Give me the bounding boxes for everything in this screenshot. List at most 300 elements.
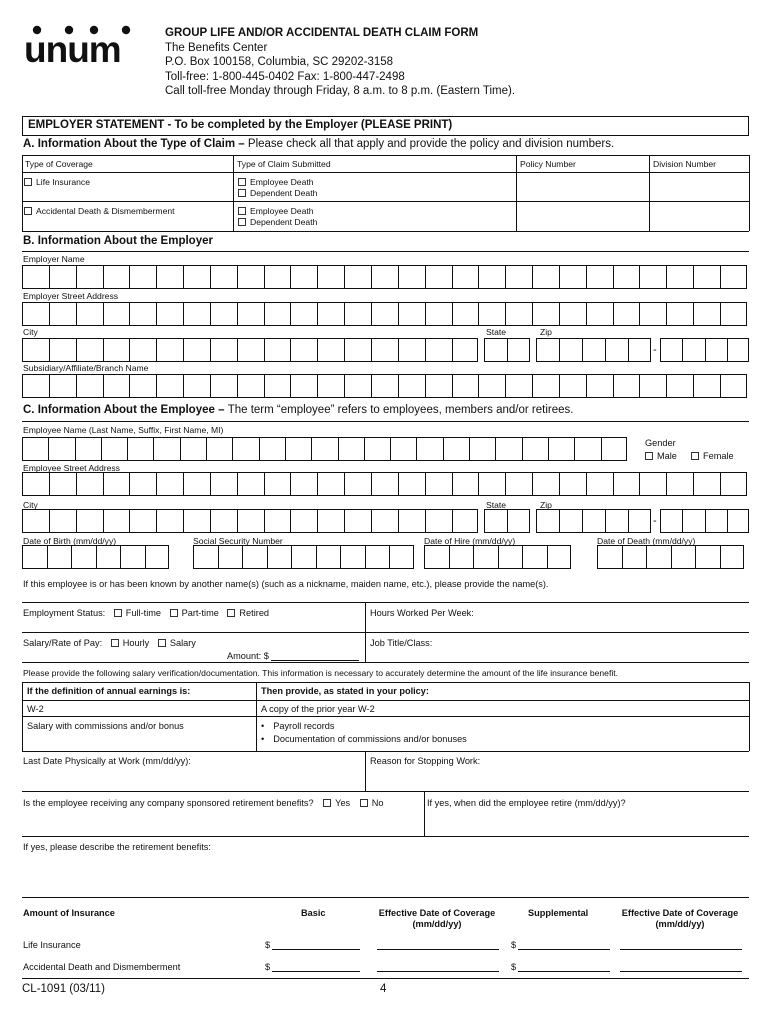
employer-city-cells[interactable]: [22, 338, 478, 362]
char-cell[interactable]: [210, 472, 237, 496]
char-cell[interactable]: [505, 374, 532, 398]
char-cell[interactable]: [693, 265, 720, 289]
char-cell[interactable]: [666, 374, 693, 398]
char-cell[interactable]: [536, 338, 559, 362]
char-cell[interactable]: [210, 338, 237, 362]
char-cell[interactable]: [76, 472, 103, 496]
char-cell[interactable]: [390, 437, 416, 461]
char-cell[interactable]: [532, 374, 559, 398]
subsidiary-cells[interactable]: [22, 374, 747, 398]
char-cell[interactable]: [103, 472, 130, 496]
char-cell[interactable]: [264, 302, 291, 326]
char-cell[interactable]: [129, 374, 156, 398]
char-cell[interactable]: [628, 509, 651, 533]
char-cell[interactable]: [344, 302, 371, 326]
char-cell[interactable]: [478, 265, 505, 289]
char-cell[interactable]: [671, 545, 696, 569]
char-cell[interactable]: [22, 509, 49, 533]
char-cell[interactable]: [660, 338, 682, 362]
char-cell[interactable]: [344, 265, 371, 289]
char-cell[interactable]: [639, 302, 666, 326]
hourly-checkbox[interactable]: [111, 639, 119, 647]
life-basic-date-field[interactable]: [377, 940, 499, 950]
char-cell[interactable]: [695, 545, 720, 569]
char-cell[interactable]: [76, 338, 103, 362]
amount-field[interactable]: Amount: $: [227, 651, 359, 661]
retirement-yes-option[interactable]: Yes: [323, 798, 350, 808]
char-cell[interactable]: [522, 437, 548, 461]
char-cell[interactable]: [364, 437, 390, 461]
char-cell[interactable]: [498, 545, 523, 569]
life-insurance-checkbox[interactable]: [24, 178, 32, 186]
char-cell[interactable]: [532, 265, 559, 289]
doh-cells[interactable]: [424, 545, 571, 569]
life-dependent-death-checkbox[interactable]: [238, 189, 246, 197]
char-cell[interactable]: [71, 545, 96, 569]
char-cell[interactable]: [290, 509, 317, 533]
char-cell[interactable]: [574, 437, 600, 461]
add-dependent-death-option[interactable]: Dependent Death: [238, 217, 317, 227]
char-cell[interactable]: [264, 338, 291, 362]
life-supplemental-date-field[interactable]: [620, 940, 742, 950]
char-cell[interactable]: [76, 302, 103, 326]
char-cell[interactable]: [505, 472, 532, 496]
char-cell[interactable]: [22, 374, 49, 398]
char-cell[interactable]: [398, 302, 425, 326]
char-cell[interactable]: [183, 472, 210, 496]
life-basic-amount-field[interactable]: $: [265, 940, 360, 950]
employee-city-cells[interactable]: [22, 509, 478, 533]
retirement-no-checkbox[interactable]: [360, 799, 368, 807]
char-cell[interactable]: [613, 265, 640, 289]
char-cell[interactable]: [129, 509, 156, 533]
dob-cells[interactable]: [22, 545, 169, 569]
char-cell[interactable]: [532, 302, 559, 326]
employer-statement-banner: EMPLOYER STATEMENT - To be completed by the Employer (PLEASE PRINT): [22, 116, 749, 136]
amount-insurance-header: Amount of Insurance: [23, 908, 115, 918]
char-cell[interactable]: [311, 437, 337, 461]
char-cell[interactable]: [344, 472, 371, 496]
employment-status-label: Employment Status:: [23, 608, 106, 618]
char-cell[interactable]: [47, 545, 72, 569]
add-basic-amount-field[interactable]: $: [265, 962, 360, 972]
unum-logo: [24, 22, 144, 70]
char-cell[interactable]: [218, 545, 243, 569]
char-cell[interactable]: [317, 265, 344, 289]
char-cell[interactable]: [371, 509, 398, 533]
employee-street-cells[interactable]: [22, 472, 747, 496]
char-cell[interactable]: [452, 265, 479, 289]
char-cell[interactable]: [156, 338, 183, 362]
char-cell[interactable]: [452, 472, 479, 496]
earnings-header-provide: Then provide, as stated in your policy:: [261, 686, 429, 696]
char-cell[interactable]: [586, 472, 613, 496]
char-cell[interactable]: [290, 338, 317, 362]
char-cell[interactable]: [290, 374, 317, 398]
char-cell[interactable]: [183, 265, 210, 289]
employee-zip-dash: -: [653, 515, 657, 527]
life-insurance-option[interactable]: Life Insurance: [24, 177, 90, 187]
char-cell[interactable]: [622, 545, 647, 569]
supplemental-header: Supplemental: [528, 908, 589, 918]
subsidiary-label: Subsidiary/Affiliate/Branch Name: [23, 363, 149, 373]
char-cell[interactable]: [183, 509, 210, 533]
employer-zip4-cells[interactable]: [660, 338, 749, 362]
employee-state-cells[interactable]: [484, 509, 530, 533]
char-cell[interactable]: [613, 302, 640, 326]
char-cell[interactable]: [76, 374, 103, 398]
add-employee-death-option[interactable]: Employee Death: [238, 206, 314, 216]
retirement-describe-label: If yes, please describe the retirement benefits:: [23, 842, 211, 852]
char-cell[interactable]: [127, 437, 153, 461]
char-cell[interactable]: [582, 509, 605, 533]
char-cell[interactable]: [443, 437, 469, 461]
char-cell[interactable]: [156, 472, 183, 496]
char-cell[interactable]: [660, 509, 682, 533]
char-cell[interactable]: [242, 545, 267, 569]
retirement-question-row: [23, 798, 383, 808]
char-cell[interactable]: [416, 437, 442, 461]
char-cell[interactable]: [639, 265, 666, 289]
char-cell[interactable]: [317, 374, 344, 398]
char-cell[interactable]: [156, 265, 183, 289]
add-supplemental-date-field[interactable]: [620, 962, 742, 972]
char-cell[interactable]: [264, 374, 291, 398]
char-cell[interactable]: [425, 265, 452, 289]
add-dependent-death-checkbox[interactable]: [238, 218, 246, 226]
ssn-label: Social Security Number: [193, 536, 283, 546]
char-cell[interactable]: [129, 265, 156, 289]
char-cell[interactable]: [22, 472, 49, 496]
char-cell[interactable]: [103, 374, 130, 398]
char-cell[interactable]: [22, 437, 48, 461]
char-cell[interactable]: [290, 265, 317, 289]
job-title-label: Job Title/Class:: [370, 638, 433, 648]
char-cell[interactable]: [48, 437, 74, 461]
retired-option[interactable]: Retired: [227, 608, 269, 618]
char-cell[interactable]: [484, 509, 507, 533]
male-checkbox[interactable]: [645, 452, 653, 460]
char-cell[interactable]: [22, 338, 49, 362]
char-cell[interactable]: [605, 509, 628, 533]
retirement-no-option[interactable]: No: [360, 798, 384, 808]
char-cell[interactable]: [264, 509, 291, 533]
retirement-question: Is the employee receiving any company sponsored retirement benefits?: [23, 798, 314, 808]
char-cell[interactable]: [682, 509, 704, 533]
char-cell[interactable]: [76, 509, 103, 533]
char-cell[interactable]: [156, 374, 183, 398]
char-cell[interactable]: [720, 472, 747, 496]
char-cell[interactable]: [425, 338, 452, 362]
char-cell[interactable]: [389, 545, 414, 569]
char-cell[interactable]: [340, 545, 365, 569]
char-cell[interactable]: [639, 472, 666, 496]
char-cell[interactable]: [210, 509, 237, 533]
char-cell[interactable]: [452, 338, 479, 362]
char-cell[interactable]: [344, 374, 371, 398]
char-cell[interactable]: [317, 472, 344, 496]
add-supplemental-amount-field[interactable]: $: [511, 962, 610, 972]
char-cell[interactable]: [344, 509, 371, 533]
char-cell[interactable]: [259, 437, 285, 461]
char-cell[interactable]: [49, 509, 76, 533]
char-cell[interactable]: [344, 338, 371, 362]
life-supplemental-amount-field[interactable]: $: [511, 940, 610, 950]
char-cell[interactable]: [49, 302, 76, 326]
parttime-checkbox[interactable]: [170, 609, 178, 617]
char-cell[interactable]: [693, 472, 720, 496]
char-cell[interactable]: [145, 545, 170, 569]
salary-checkbox[interactable]: [158, 639, 166, 647]
char-cell[interactable]: [237, 509, 264, 533]
add-employee-death-checkbox[interactable]: [238, 207, 246, 215]
col-policy-number: Policy Number: [520, 159, 576, 169]
char-cell[interactable]: [371, 302, 398, 326]
life-dependent-death-option[interactable]: Dependent Death: [238, 188, 317, 198]
char-cell[interactable]: [720, 265, 747, 289]
char-cell[interactable]: [101, 437, 127, 461]
char-cell[interactable]: [398, 374, 425, 398]
char-cell[interactable]: [705, 338, 727, 362]
call-hours: Call toll-free Monday through Friday, 8 a.m. to 8 p.m. (Eastern Time).: [165, 85, 516, 97]
char-cell[interactable]: [371, 472, 398, 496]
char-cell[interactable]: [103, 509, 130, 533]
char-cell[interactable]: [232, 437, 258, 461]
char-cell[interactable]: [720, 374, 747, 398]
char-cell[interactable]: [693, 374, 720, 398]
char-cell[interactable]: [49, 472, 76, 496]
fulltime-checkbox[interactable]: [114, 609, 122, 617]
char-cell[interactable]: [103, 265, 130, 289]
char-cell[interactable]: [237, 472, 264, 496]
char-cell[interactable]: [22, 302, 49, 326]
employee-name-cells[interactable]: [22, 437, 627, 461]
char-cell[interactable]: [522, 545, 547, 569]
char-cell[interactable]: [536, 509, 559, 533]
char-cell[interactable]: [183, 302, 210, 326]
char-cell[interactable]: [495, 437, 521, 461]
char-cell[interactable]: [582, 338, 605, 362]
earnings-w2: W-2: [27, 704, 44, 714]
char-cell[interactable]: [317, 302, 344, 326]
char-cell[interactable]: [264, 265, 291, 289]
char-cell[interactable]: [371, 374, 398, 398]
char-cell[interactable]: [22, 265, 49, 289]
char-cell[interactable]: [705, 509, 727, 533]
char-cell[interactable]: [22, 545, 47, 569]
char-cell[interactable]: [548, 437, 574, 461]
char-cell[interactable]: [183, 338, 210, 362]
char-cell[interactable]: [507, 338, 530, 362]
char-cell[interactable]: [601, 437, 627, 461]
char-cell[interactable]: [727, 338, 749, 362]
employer-city-label: City: [23, 327, 38, 337]
life-employee-death-option[interactable]: Employee Death: [238, 177, 314, 187]
char-cell[interactable]: [193, 545, 218, 569]
char-cell[interactable]: [183, 374, 210, 398]
char-cell[interactable]: [398, 472, 425, 496]
char-cell[interactable]: [613, 472, 640, 496]
char-cell[interactable]: [559, 338, 582, 362]
female-checkbox[interactable]: [691, 452, 699, 460]
char-cell[interactable]: [210, 374, 237, 398]
char-cell[interactable]: [425, 509, 452, 533]
brand-text: unum: [24, 29, 121, 70]
char-cell[interactable]: [267, 545, 292, 569]
char-cell[interactable]: [237, 265, 264, 289]
employer-state-cells[interactable]: [484, 338, 530, 362]
char-cell[interactable]: [666, 472, 693, 496]
salary-option[interactable]: Salary: [158, 638, 196, 648]
char-cell[interactable]: [264, 472, 291, 496]
last-date-at-work-label: Last Date Physically at Work (mm/dd/yy):: [23, 756, 191, 766]
char-cell[interactable]: [129, 302, 156, 326]
char-cell[interactable]: [210, 265, 237, 289]
add-option[interactable]: Accidental Death & Dismemberment: [24, 206, 175, 216]
hourly-option[interactable]: Hourly: [111, 638, 150, 648]
char-cell[interactable]: [559, 472, 586, 496]
char-cell[interactable]: [628, 338, 651, 362]
mail-address: P.O. Box 100158, Columbia, SC 29202-3158: [165, 56, 394, 68]
char-cell[interactable]: [452, 302, 479, 326]
char-cell[interactable]: [371, 265, 398, 289]
char-cell[interactable]: [49, 374, 76, 398]
char-cell[interactable]: [559, 302, 586, 326]
char-cell[interactable]: [559, 509, 582, 533]
ssn-cells[interactable]: [193, 545, 414, 569]
gender-female-option[interactable]: Female: [691, 451, 734, 461]
char-cell[interactable]: [156, 302, 183, 326]
char-cell[interactable]: [317, 509, 344, 533]
char-cell[interactable]: [425, 472, 452, 496]
employee-zip-cells[interactable]: [536, 509, 651, 533]
employer-street-cells[interactable]: [22, 302, 747, 326]
earnings-documentation: • Documentation of commissions and/or bonuses: [261, 734, 467, 744]
char-cell[interactable]: [605, 338, 628, 362]
char-cell[interactable]: [505, 265, 532, 289]
char-cell[interactable]: [532, 472, 559, 496]
phone-fax: Toll-free: 1-800-445-0402 Fax: 1-800-447-2498: [165, 70, 405, 83]
char-cell[interactable]: [586, 374, 613, 398]
earnings-payroll: • Payroll records: [261, 721, 335, 731]
char-cell[interactable]: [153, 437, 179, 461]
char-cell[interactable]: [76, 265, 103, 289]
char-cell[interactable]: [103, 338, 130, 362]
char-cell[interactable]: [505, 302, 532, 326]
char-cell[interactable]: [316, 545, 341, 569]
char-cell[interactable]: [559, 265, 586, 289]
char-cell[interactable]: [727, 509, 749, 533]
char-cell[interactable]: [478, 472, 505, 496]
char-cell[interactable]: [452, 374, 479, 398]
retirement-yes-checkbox[interactable]: [323, 799, 331, 807]
char-cell[interactable]: [613, 374, 640, 398]
page-number: 4: [380, 983, 387, 995]
char-cell[interactable]: [290, 302, 317, 326]
char-cell[interactable]: [469, 437, 495, 461]
char-cell[interactable]: [75, 437, 101, 461]
char-cell[interactable]: [210, 302, 237, 326]
gender-label: Gender: [645, 438, 676, 448]
employer-name-cells[interactable]: [22, 265, 747, 289]
char-cell[interactable]: [682, 338, 704, 362]
add-checkbox[interactable]: [24, 207, 32, 215]
char-cell[interactable]: [666, 265, 693, 289]
benefits-center: The Benefits Center: [165, 41, 268, 54]
char-cell[interactable]: [449, 545, 474, 569]
char-cell[interactable]: [290, 472, 317, 496]
char-cell[interactable]: [96, 545, 121, 569]
char-cell[interactable]: [206, 437, 232, 461]
char-cell[interactable]: [398, 338, 425, 362]
char-cell[interactable]: [317, 338, 344, 362]
char-cell[interactable]: [365, 545, 390, 569]
char-cell[interactable]: [291, 545, 316, 569]
char-cell[interactable]: [338, 437, 364, 461]
retired-checkbox[interactable]: [227, 609, 235, 617]
add-basic-date-field[interactable]: [377, 962, 499, 972]
char-cell[interactable]: [597, 545, 622, 569]
char-cell[interactable]: [473, 545, 498, 569]
char-cell[interactable]: [371, 338, 398, 362]
char-cell[interactable]: [559, 374, 586, 398]
char-cell[interactable]: [586, 265, 613, 289]
char-cell[interactable]: [425, 374, 452, 398]
char-cell[interactable]: [237, 374, 264, 398]
char-cell[interactable]: [398, 265, 425, 289]
char-cell[interactable]: [424, 545, 449, 569]
char-cell[interactable]: [425, 302, 452, 326]
char-cell[interactable]: [120, 545, 145, 569]
char-cell[interactable]: [452, 509, 479, 533]
char-cell[interactable]: [129, 472, 156, 496]
gender-male-option[interactable]: Male: [645, 451, 677, 461]
char-cell[interactable]: [180, 437, 206, 461]
char-cell[interactable]: [639, 374, 666, 398]
char-cell[interactable]: [129, 338, 156, 362]
dod-cells[interactable]: [597, 545, 744, 569]
employer-zip-cells[interactable]: [536, 338, 651, 362]
life-employee-death-checkbox[interactable]: [238, 178, 246, 186]
char-cell[interactable]: [237, 338, 264, 362]
char-cell[interactable]: [720, 545, 745, 569]
earnings-w2-provide: A copy of the prior year W-2: [261, 704, 375, 714]
char-cell[interactable]: [49, 338, 76, 362]
char-cell[interactable]: [103, 302, 130, 326]
parttime-option[interactable]: Part-time: [170, 608, 219, 618]
char-cell[interactable]: [720, 302, 747, 326]
char-cell[interactable]: [646, 545, 671, 569]
char-cell[interactable]: [547, 545, 572, 569]
employee-zip4-cells[interactable]: [660, 509, 749, 533]
char-cell[interactable]: [586, 302, 613, 326]
char-cell[interactable]: [507, 509, 530, 533]
char-cell[interactable]: [398, 509, 425, 533]
char-cell[interactable]: [237, 302, 264, 326]
char-cell[interactable]: [49, 265, 76, 289]
char-cell[interactable]: [484, 338, 507, 362]
char-cell[interactable]: [478, 302, 505, 326]
char-cell[interactable]: [156, 509, 183, 533]
char-cell[interactable]: [478, 374, 505, 398]
char-cell[interactable]: [693, 302, 720, 326]
employee-city-label: City: [23, 500, 38, 510]
fulltime-option[interactable]: Full-time: [114, 608, 161, 618]
char-cell[interactable]: [285, 437, 311, 461]
employer-state-label: State: [486, 327, 507, 337]
employer-name-label: Employer Name: [23, 254, 85, 264]
char-cell[interactable]: [666, 302, 693, 326]
